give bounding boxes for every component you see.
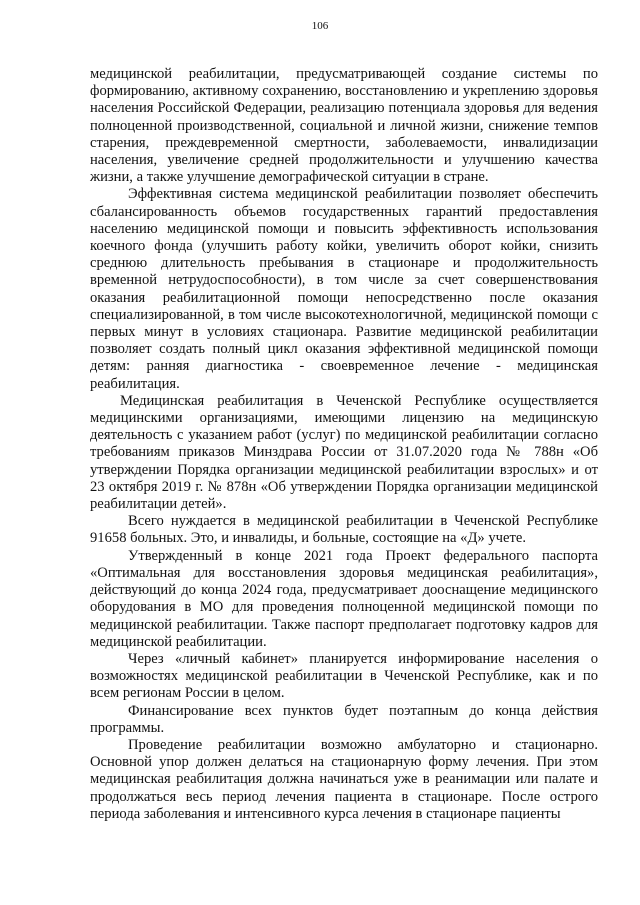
paragraph-4: Всего нуждается в медицинской реабилитации в Чеченской Республике 91658 больных. Это, и инвалиды, и больные, состоящие на «Д» учете. xyxy=(90,513,598,547)
paragraph-3: Медицинская реабилитация в Чеченской Республике осуществляется медицинскими организациями, имеющими лицензию на медицинскую деятельность с указанием работ (услуг) по медицинской реабилитации согласно требованиям приказов Минздрава России от 31.07.2020 года № 788н «Об утверждении Порядка организации медицинской реабилитации взрослых» и от 23 октября 2019 г. № 878н «Об утверждении Порядка организации медицинской реабилитации детей». xyxy=(90,392,598,513)
page-number: 106 xyxy=(311,20,329,32)
document-body xyxy=(90,66,598,823)
paragraph-5: Утвержденный в конце 2021 года Проект федерального паспорта «Оптимальная для восстановления здоровья медицинская реабилитация», действующий до конца 2024 года, предусматривает дооснащение медицинского оборудования в МО для проведения полноценной медицинской помощи по медицинской реабилитации. Также паспорт предполагает подготовку кадров для медицинской реабилитации. xyxy=(90,547,598,650)
paragraph-2: Эффективная система медицинской реабилитации позволяет обеспечить сбалансированность объемов государственных гарантий предоставления населению медицинской помощи и повысить эффективность использования коечного фонда (улучшить работу койки, увеличить оборот койки, снизить среднюю длительность пребывания в стационаре и продолжительность временной нетрудоспособности), в том числе за счет совершенствования оказания реабилитационной помощи непосредственно после оказания специализированной, в том числе высокотехнологичной, медицинской помощи с первых минут в условиях стационара. Развитие медицинской реабилитации позволяет создать полный цикл оказания эффективной медицинской помощи детям: ранняя диагностика - своевременное лечение - медицинская реабилитация. xyxy=(90,186,598,392)
paragraph-6: Через «личный кабинет» планируется информирование населения о возможностях медицинской реабилитации в Чеченской Республике, как и по всем регионам России в целом. xyxy=(90,650,598,702)
paragraph-1: медицинской реабилитации, предусматривающей создание системы по формированию, активному сохранению, восстановлению и укреплению здоровья населения Российской Федерации, реализацию потенциала здоровья для ведения полноценной производственной, социальной и личной жизни, снижение темпов старения, преждевременной смертности, заболеваемости, инвалидизации населения, увеличение средней продолжительности и улучшению качества жизни, а также улучшение демографической ситуации в стране. xyxy=(90,66,598,186)
paragraph-7: Финансирование всех пунктов будет поэтапным до конца действия программы. xyxy=(90,702,598,736)
paragraph-8: Проведение реабилитации возможно амбулаторно и стационарно. Основной упор должен делаться на стационарную форму лечения. При этом медицинская реабилитация должна начинаться уже в реанимации или палате и продолжаться весь период лечения пациента в стационаре. После острого периода заболевания и интенсивного курса лечения в стационаре пациенты xyxy=(90,736,598,822)
